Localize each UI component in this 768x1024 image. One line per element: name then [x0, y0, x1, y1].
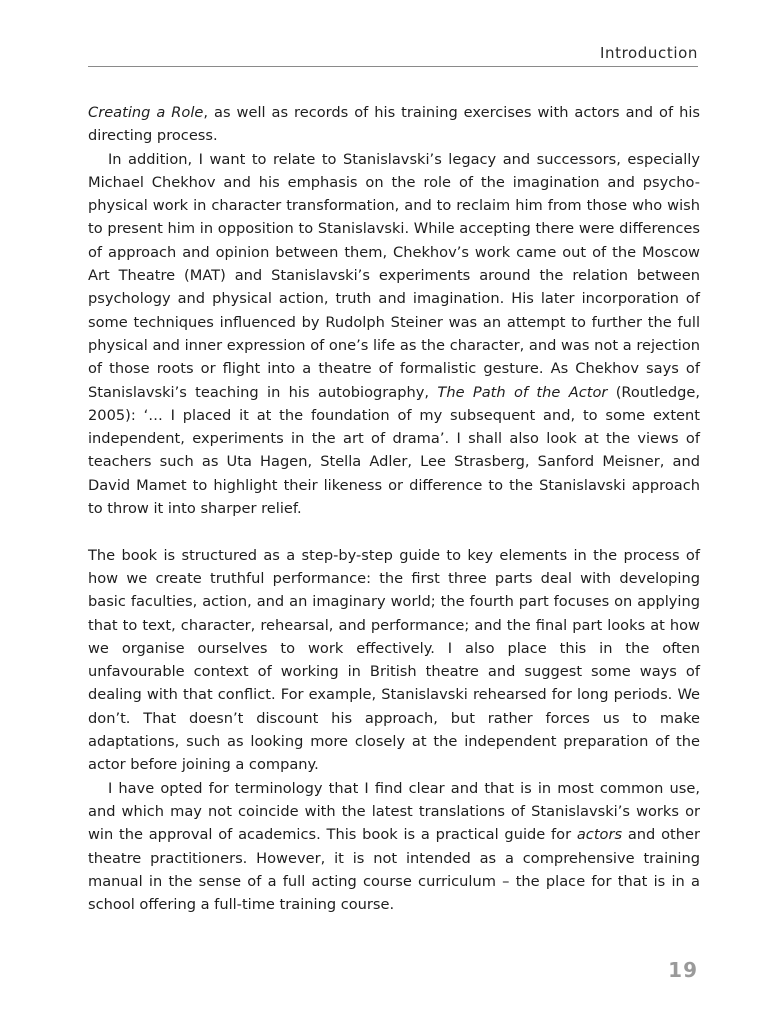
- running-head: Introduction: [599, 44, 698, 62]
- paragraph-text: , as well as records of his training exercises with actors and of his directing process.: [88, 104, 700, 145]
- book-title: Creating a Role: [88, 104, 204, 121]
- paragraph-text: I have opted for terminology that I find clear and that is in most common use, and which may not coincide with the latest translations of Stanislavski’s works or win the approval of academics. This book is a practical guide for: [88, 779, 700, 844]
- header-rule: [88, 66, 698, 67]
- paragraph: [88, 148, 700, 521]
- page-number: 19: [668, 958, 698, 982]
- paragraph: [88, 544, 700, 777]
- emphasis: actors: [576, 826, 623, 844]
- paragraph-text: The book is structured as a step-by-step guide to key elements in the process of how we create truthful performance: the first three parts deal with developing basic faculties, action, and an imaginary world; the fourth part focuses on applying that to text, character, rehearsal, and performance; and the final part looks at how we organise ourselves to work effectively. I also place this in the often unfavourable context of working in British theatre and suggest some ways of dealing with that conflict. For example, Stanislavski rehearsed for long periods. We don’t. That doesn’t discount his approach, but rather forces us to make adaptations, such as looking more closely at the independent preparation of the actor before joining a company.: [88, 546, 700, 774]
- paragraph: [88, 101, 700, 148]
- paragraph-text: and other theatre practitioners. However, it is not intended as a comprehensive training manual in the sense of a full acting course curriculum – the place for that is in a school offering a full-time training course.: [88, 826, 700, 914]
- paragraph-text: (Routledge, 2005): ‘… I placed it at the foundation of my subsequent and, to some extent independent, experiments in the art of drama’. I shall also look at the views of teachers such as Uta Hagen, Stella Adler, Lee Strasberg, Sanford Meisner, and David Mamet to highlight their likeness or difference to the Stanislavski approach to throw it into sharper relief.: [88, 383, 700, 518]
- paragraph: [88, 777, 700, 917]
- body-text: [88, 101, 700, 916]
- book-title: The Path of the Actor: [437, 383, 608, 401]
- paragraph-text: In addition, I want to relate to Stanislavski’s legacy and successors, especially Michael Chekhov and his emphasis on the role of the imagination and psycho-physical work in character transformation, and to reclaim him from those who wish to present him in opposition to Stanislavski. While accepting there were differences of approach and opinion between them, Chekhov’s work came out of the Moscow Art Theatre (MAT) and Stanislavski’s experiments around the relation between psychology and physical action, truth and imagination. His later incorporation of some techniques influenced by Rudolph Steiner was an attempt to further the full physical and inner expression of one’s life as the character, and was not a rejection of those roots or flight into a theatre of formalistic gesture. As Chekhov says of Stanislavski’s teaching in his autobiography,: [88, 150, 700, 401]
